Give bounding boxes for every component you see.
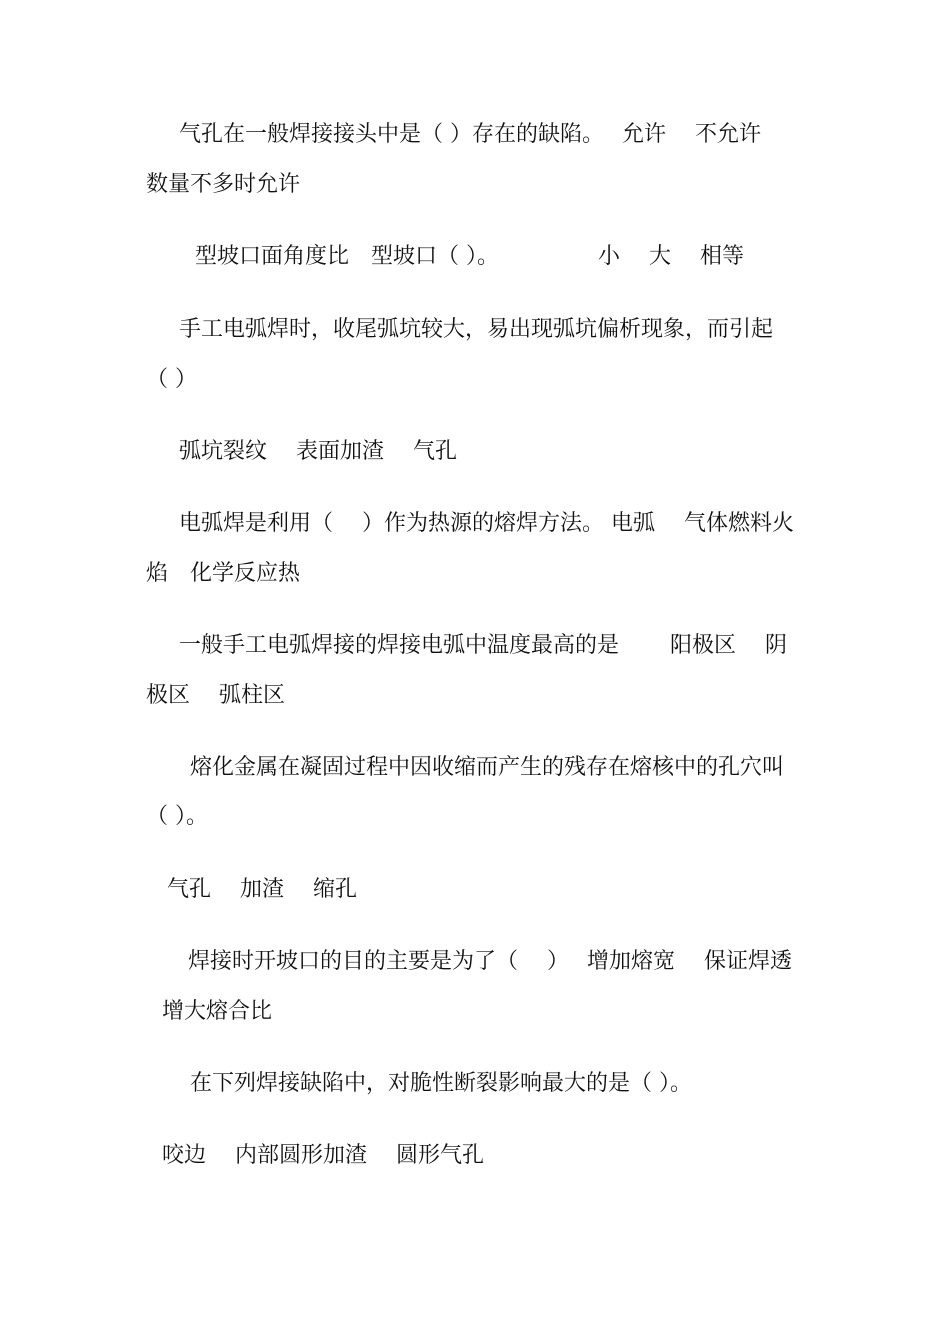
question-3-options: 弧坑裂纹 表面加渣 气孔 (179, 439, 457, 464)
question-7-line-2: 增大熔合比 (162, 999, 273, 1024)
question-5-line-1: 一般手工电弧焊接的焊接电弧中温度最高的是 阳极区 阴 (179, 633, 787, 658)
question-7-line-1: 焊接时开坡口的目的主要是为了（ ） 增加熔宽 保证焊透 (188, 949, 792, 974)
question-2-line-1: 型坡口面角度比 型坡口（ ）。 小 大 相等 (195, 244, 744, 269)
question-6-options: 气孔 加渣 缩孔 (167, 877, 357, 902)
question-3-line-2: （ ） (146, 367, 197, 392)
question-4-line-2: 焰 化学反应热 (146, 561, 301, 586)
question-1-line-1: 气孔在一般焊接接头中是（ ）存在的缺陷。 允许 不允许 (179, 122, 761, 147)
question-6-line-2: （ ）。 (146, 804, 208, 829)
question-4-line-1: 电弧焊是利用（ ）作为热源的熔焊方法。 电弧 气体燃料火 (179, 511, 794, 536)
question-3-line-1: 手工电弧焊时，收尾弧坑较大，易出现弧坑偏析现象，而引起 (179, 317, 774, 342)
question-6-line-1: 熔化金属在凝固过程中因收缩而产生的残存在熔核中的孔穴叫 (190, 755, 785, 780)
question-5-line-2: 极区 弧柱区 (146, 683, 285, 708)
question-8-line-1: 在下列焊接缺陷中，对脆性断裂影响最大的是（ ）。 (190, 1071, 692, 1096)
question-8-options: 咬边 内部圆形加渣 圆形气孔 (162, 1143, 484, 1168)
question-1-line-2: 数量不多时允许 (146, 172, 301, 197)
